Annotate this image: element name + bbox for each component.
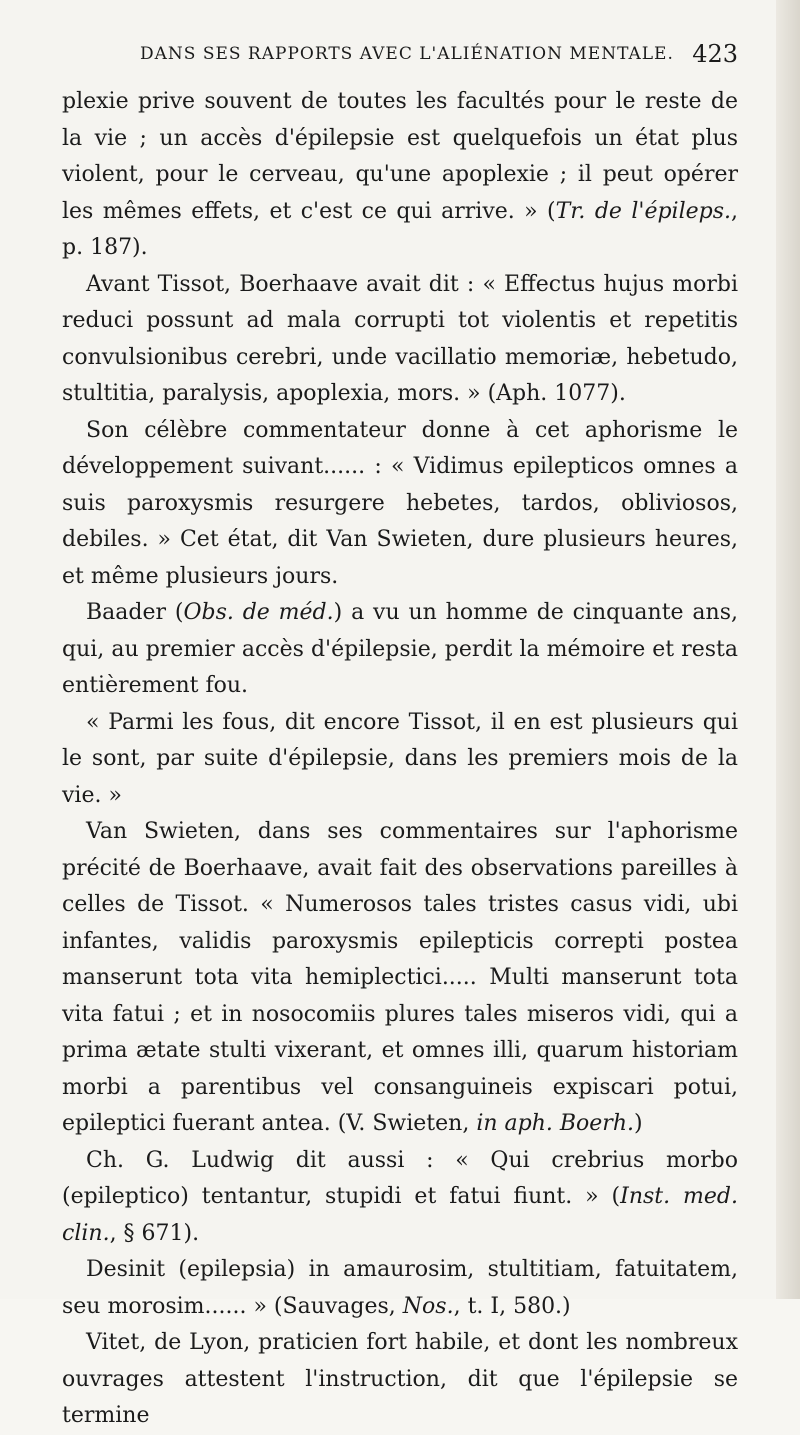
italic-citation: Tr. de l'épileps. xyxy=(555,198,732,224)
paragraph xyxy=(62,413,738,596)
paragraph-text: Son célèbre commentateur donne à cet aphorisme le développement suivant...... : « Vidimus epilepticos omnes a suis paroxysmis resurgere hebetes, tardos, obliviosos, debiles. » Cet état, dit Van Swieten, dure plusieurs heures, et même plusieurs jours. xyxy=(62,417,738,589)
paragraph-text: Desinit (epilepsia) in amaurosim, stultitiam, fatuitatem, seu morosim...... » (Sauvages, xyxy=(62,1257,738,1319)
paragraph xyxy=(62,1252,738,1325)
paragraph xyxy=(62,814,738,1143)
page-edge-shadow xyxy=(776,0,800,1299)
paragraph-text: Van Swieten, dans ses commentaires sur l'aphorisme précité de Boerhaave, avait fait des observations pareilles à celles de Tissot. « Numerosos tales tristes casus vidi, ubi infantes, validis paroxysmis epilepticis correpti postea manserunt tota vita hemiplectici..... Multi manserunt tota vita fatui ; et in nosocomiis plures tales miseros vidi, qui a prima ætate stulti vixerant, et omnes illi, quarum historiam morbi a parentibus vel consanguineis expiscari potui, epileptici fuerant antea. (V. Swieten, xyxy=(62,819,738,1136)
paragraph xyxy=(62,1325,738,1435)
paragraph-text: Vitet, de Lyon, praticien fort habile, et dont les nombreux ouvrages attestent l'instruction, dit que l'épilepsie se termine xyxy=(62,1330,738,1428)
paragraph-text: , § 671). xyxy=(109,1220,200,1246)
paragraph-text: Avant Tissot, Boerhaave avait dit : « Effectus hujus morbi reduci possunt ad mala corrupti tot violentis et repetitis convulsionibus cerebri, unde vacillatio memoriæ, hebetudo, stultitia, paralysis, apoplexia, mors. » (Aph. 1077). xyxy=(62,271,738,406)
paragraph-text: plexie prive souvent de toutes les facultés pour le reste de la vie ; un accès d'épilepsie est quelquefois un état plus violent, pour le cerveau, qu'une apoplexie ; il peut opérer les mêmes effets, et c'est ce qui arrive. » ( xyxy=(62,89,738,224)
paragraph-text: « Parmi les fous, dit encore Tissot, il en est plusieurs qui le sont, par suite d'épilepsie, dans les premiers mois de la vie. » xyxy=(62,709,738,808)
italic-citation: Inst. med. clin. xyxy=(62,1184,738,1246)
page-body xyxy=(62,84,738,1435)
paragraph-text: ) a vu un homme de cinquante ans, qui, au premier accès d'épilepsie, perdit la mémoire et resta entièrement fou. xyxy=(62,600,738,698)
italic-citation: Nos. xyxy=(402,1293,454,1319)
paragraph xyxy=(62,595,738,705)
paragraph-text: , p. 187). xyxy=(62,198,739,260)
paragraph xyxy=(62,705,738,815)
paragraph xyxy=(62,84,738,267)
paragraph-text: Baader ( xyxy=(86,600,184,625)
page-header xyxy=(140,40,738,76)
page-number: 423 xyxy=(692,40,738,68)
paragraph-text: Ch. G. Ludwig dit aussi : « Qui crebrius morbo (epileptico) tentantur, stupidi et fatui fiunt. » ( xyxy=(62,1147,738,1209)
paragraph xyxy=(62,1143,738,1253)
paragraph-text: , t. I, 580.) xyxy=(453,1293,571,1319)
paragraph-text: ) xyxy=(633,1111,643,1136)
italic-citation: in aph. Boerh. xyxy=(476,1111,634,1136)
paragraph xyxy=(62,267,738,413)
italic-citation: Obs. de méd. xyxy=(183,600,334,625)
running-head: DANS SES RAPPORTS AVEC L'ALIÉNATION MENTALE. xyxy=(140,44,674,64)
